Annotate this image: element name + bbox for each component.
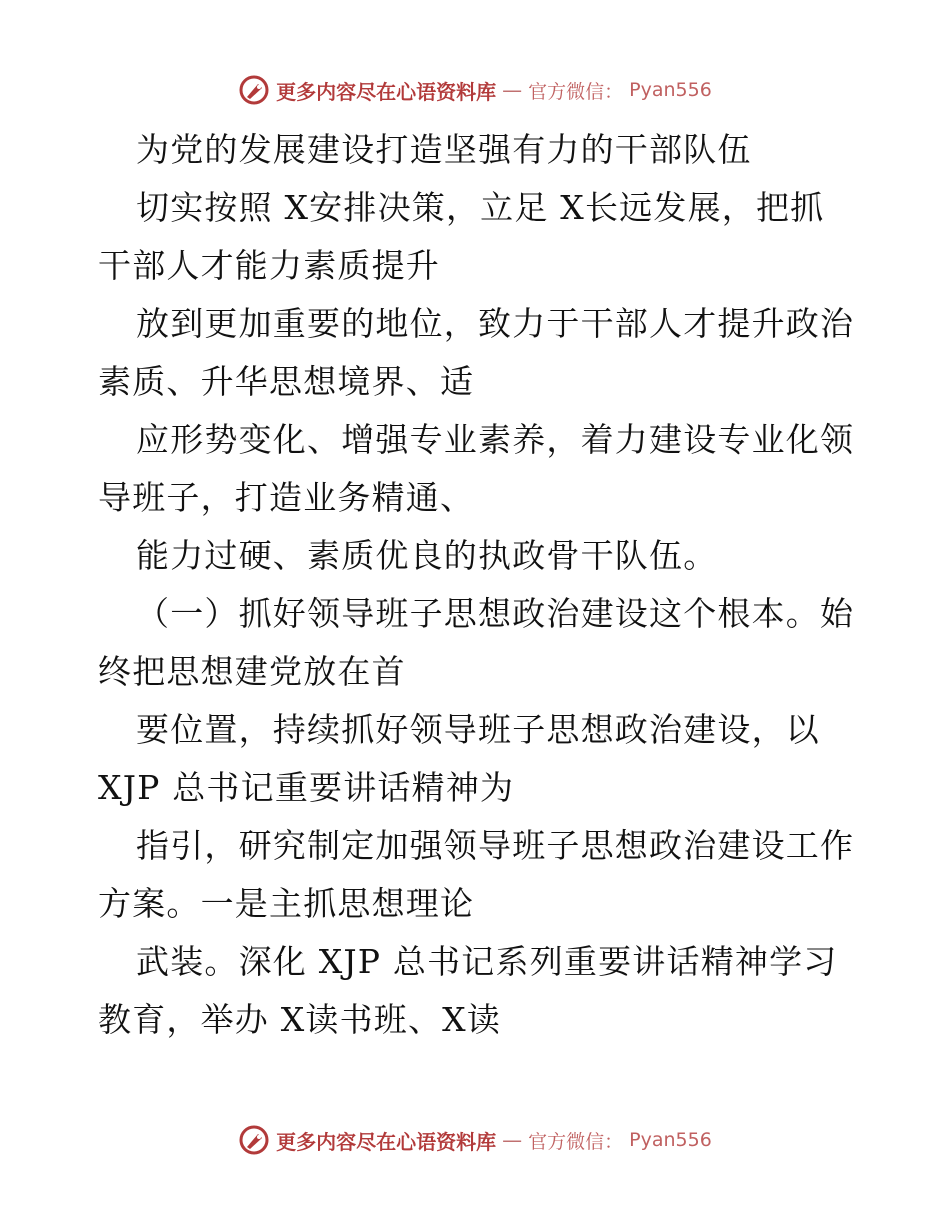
pen-nib-circle-icon [238, 74, 270, 106]
text-line: 教育，举办 X读书班、X读 [98, 1000, 502, 1039]
text-line: 武装。深化 XJP 总书记系列重要讲话精神学习 [136, 942, 838, 981]
watermark-banner-bottom [0, 1120, 950, 1160]
watermark-separator: — [502, 1128, 523, 1152]
watermark-brand-text: 更多内容尽在心语资料库 [276, 79, 497, 104]
watermark-banner-top [0, 70, 950, 110]
watermark-wechat-id: Pyan556 [629, 79, 712, 101]
watermark-wechat-id: Pyan556 [629, 1129, 712, 1151]
text-line: 终把思想建党放在首 [98, 652, 406, 691]
watermark-wechat-label: 官方微信： [528, 1130, 624, 1153]
text-line: 指引，研究制定加强领导班子思想政治建设工作 [136, 826, 855, 865]
text-line: 放到更加重要的地位，致力于干部人才提升政治 [136, 304, 855, 343]
text-line: 能力过硬、素质优良的执政骨干队伍。 [136, 536, 718, 575]
watermark-wechat-label: 官方微信： [528, 80, 624, 103]
pen-nib-circle-icon [238, 1124, 270, 1156]
text-line: 应形势变化、增强专业素养，着力建设专业化领 [136, 420, 855, 459]
text-line: （一）抓好领导班子思想政治建设这个根本。始 [136, 594, 855, 633]
text-line: 干部人才能力素质提升 [98, 246, 440, 285]
text-line: 素质、升华思想境界、适 [98, 362, 475, 401]
text-line: XJP 总书记重要讲话精神为 [98, 768, 515, 807]
watermark-brand-text: 更多内容尽在心语资料库 [276, 1129, 497, 1154]
text-line: 切实按照 X安排决策，立足 X长远发展，把抓 [136, 188, 825, 227]
text-line: 方案。一是主抓思想理论 [98, 884, 475, 923]
text-line: 导班子，打造业务精通、 [98, 478, 475, 517]
text-line: 为党的发展建设打造坚强有力的干部队伍 [136, 130, 752, 169]
watermark-separator: — [502, 78, 523, 102]
text-line: 要位置，持续抓好领导班子思想政治建设，以 [136, 710, 820, 749]
